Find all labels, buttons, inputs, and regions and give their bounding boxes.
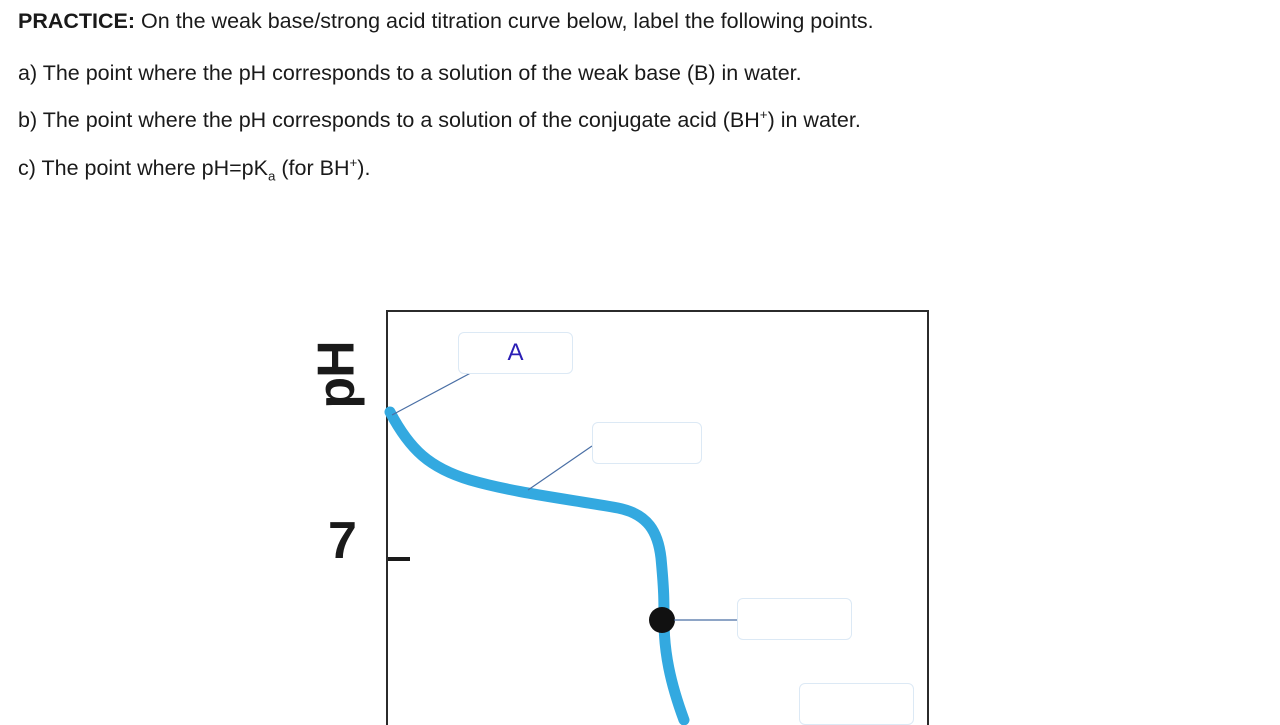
y-axis-tick-label-7: 7 <box>328 512 357 570</box>
part-c-text-post: ). <box>357 155 371 180</box>
leader-line-a <box>392 368 480 415</box>
equivalence-point-marker <box>649 607 675 633</box>
part-c-text-mid: (for BH <box>275 155 350 180</box>
y-axis-label-text: pH <box>307 341 366 409</box>
part-c-subscript: a <box>267 167 276 183</box>
question-part-a <box>18 62 1258 85</box>
part-a-text: a) The point where the pH corresponds to a solution of the weak base (B) in water. <box>18 60 802 85</box>
practice-prompt-text: On the weak base/strong acid titration curve below, label the following points. <box>135 9 874 33</box>
part-b-superscript: + <box>759 106 768 122</box>
answer-box-d[interactable] <box>799 683 914 725</box>
question-block <box>18 10 1258 204</box>
question-part-b <box>18 106 1258 133</box>
part-b-text-pre: b) The point where the pH corresponds to a solution of the conjugate acid (BH <box>18 108 760 133</box>
question-part-c <box>18 154 1258 183</box>
answer-box-a-text: A <box>507 339 524 366</box>
titration-curve-graphic <box>300 300 940 720</box>
answer-box-b[interactable] <box>592 422 702 464</box>
titration-curve-figure <box>300 300 940 720</box>
practice-prompt-line <box>18 10 1258 33</box>
answer-box-a[interactable] <box>458 332 573 374</box>
part-c-text-pre: c) The point where pH=pK <box>18 155 268 180</box>
practice-label: PRACTICE: <box>18 9 136 33</box>
part-c-superscript: + <box>349 154 358 170</box>
leader-line-b <box>528 446 592 490</box>
part-b-text-post: ) in water. <box>767 108 861 133</box>
answer-box-c[interactable] <box>737 598 852 640</box>
